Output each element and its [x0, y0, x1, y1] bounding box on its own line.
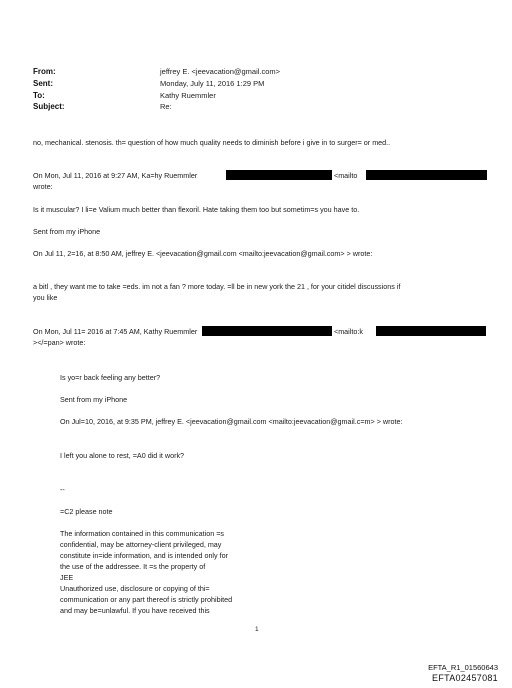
footer-id-2: EFTA02457081 [432, 673, 498, 683]
notice-line-8: and may be=unlawful. If you have received this [60, 606, 210, 615]
subject-label: Subject: [33, 102, 65, 111]
reply-header-3: On Mon, Jul 11= 2016 at 7:45 AM, Kathy Ruemmler [33, 327, 198, 336]
to-label: To: [33, 91, 45, 100]
subject-value: Re: [160, 102, 172, 111]
sent-value: Monday, July 11, 2016 1:29 PM [160, 79, 265, 88]
page-number: 1 [255, 626, 259, 633]
notice-line-1: The information contained in this communication =s [60, 529, 224, 538]
reply-header-3-mailto: <mailto:k [334, 327, 363, 336]
notice-line-6: Unauthorized use, disclosure or copying of thi= [60, 584, 210, 593]
body-paragraph-1: no, mechanical. stenosis. th= question of how much quality needs to diminish before i give in to surger= or med.. [33, 138, 391, 147]
body-paragraph-6a: a bitl , they want me to take =eds. im not a fan ? more today. =ll be in new york the 21 , for your citidel discussions if [33, 282, 401, 291]
quoted-line-1: Is yo=r back feeling any better? [60, 373, 161, 382]
body-paragraph-6b: you like [33, 293, 58, 302]
notice-line-5: JEE [60, 573, 74, 582]
footer-id-1: EFTA_R1_01560643 [428, 663, 498, 672]
from-value: jeffrey E. <jeevacation@gmail.com> [160, 67, 281, 76]
redaction-block [376, 326, 486, 336]
redaction-block [226, 170, 332, 180]
to-value: Kathy Ruemmler [160, 91, 216, 100]
redaction-block [202, 326, 332, 336]
reply-header-2: On Jul 11, 2=16, at 8:50 AM, jeffrey E. <jeevacation@gmail.com <mailto:jeevacation@gmail.com> > wrote: [33, 249, 373, 258]
sent-label: Sent: [33, 79, 53, 88]
redaction-block [366, 170, 487, 180]
signature-line-1: Sent from my iPhone [33, 227, 101, 236]
reply-header-1-mailto: <mailto [334, 171, 358, 180]
reply-header-3-wrote: ></=pan> wrote: [33, 338, 86, 347]
notice-line-3: constitute in=ide information, and is intended only for [60, 551, 229, 560]
quoted-note-heading: =C2 please note [60, 507, 113, 516]
from-label: From: [33, 67, 56, 76]
quoted-reply-header: On Jul=10, 2016, at 9:35 PM, jeffrey E. <jeevacation@gmail.com <mailto:jeevacation@gmail.c=m> > wrote: [60, 417, 403, 426]
notice-line-2: confidential, may be attorney-client privileged, may [60, 540, 222, 549]
quoted-signature: Sent from my iPhone [60, 395, 128, 404]
notice-line-7: communication or any part thereof is strictly prohibited [60, 595, 233, 604]
body-paragraph-3: Is it muscular? I li=e Valium much better than flexoril. Hate taking them too but sometim=s you have to. [33, 205, 360, 214]
quoted-separator: -- [60, 485, 65, 494]
notice-line-4: the use of the addressee. It =s the property of [60, 562, 206, 571]
reply-header-1: On Mon, Jul 11, 2016 at 9:27 AM, Ka=hy Ruemmler [33, 171, 198, 180]
quoted-line-2: I left you alone to rest, =A0 did it work? [60, 451, 185, 460]
reply-header-1-wrote: wrote: [33, 182, 53, 191]
